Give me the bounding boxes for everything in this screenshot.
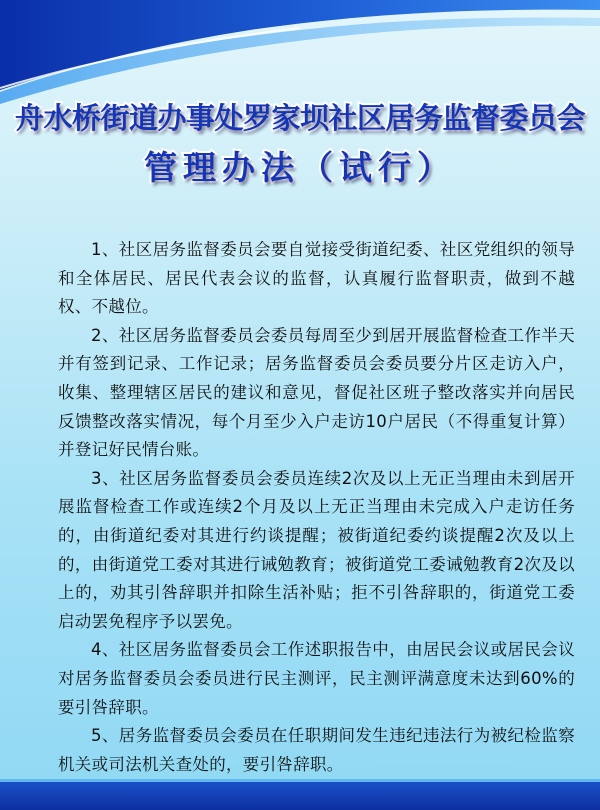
- bottom-blue-bar: [0, 782, 600, 810]
- rule-paragraph-3: 3、社区居务监督委员会委员连续2次及以上无正当理由未到居开展监督检查工作或连续2个月及以上无正当理由未完成入户走访任务的，由街道纪委对其进行约谈提醒；被街道纪委约谈提醒2次及以上的，由街道党工委对其进行诫勉教育；被街道党工委诫勉教育2次及以上的，劝其引咎辞职并扣除生活补贴；拒不引咎辞职的，街道党工委启动罢免程序予以罢免。: [58, 468, 575, 631]
- rule-paragraph-1: 1、社区居务监督委员会要自觉接受街道纪委、社区党组织的领导和全体居民、居民代表会议的监督，认真履行监督职责，做到不越权、不越位。: [58, 240, 575, 317]
- rule-paragraph-4: 4、社区居务监督委员会工作述职报告中，由居民会议或居民会议对居务监督委员会委员进行民主测评，民主测评满意度未达到60%的要引咎辞职。: [58, 640, 575, 717]
- title-line-2: 管理办法（试行）: [144, 148, 456, 187]
- title-line-1: 舟水桥街道办事处罗家坝社区居务监督委员会: [14, 101, 585, 135]
- rule-paragraph-2: 2、社区居务监督委员会委员每周至少到居开展监督检查工作半天并有签到记录、工作记录；居务监督委员会委员要分片区走访入户，收集、整理辖区居民的建议和意见，督促社区班子整改落实并向居民反馈整改落实情况，每个月至少入户走访10户居民（不得重复计算）并登记好民情台账。: [58, 325, 575, 460]
- blue-swoosh-decoration: [0, 0, 600, 110]
- rules-body: [58, 236, 575, 779]
- rule-paragraph-5: 5、居务监督委员会委员在任职期间发生违纪违法行为被纪检监察机关或司法机关查处的，要引咎辞职。: [58, 726, 575, 774]
